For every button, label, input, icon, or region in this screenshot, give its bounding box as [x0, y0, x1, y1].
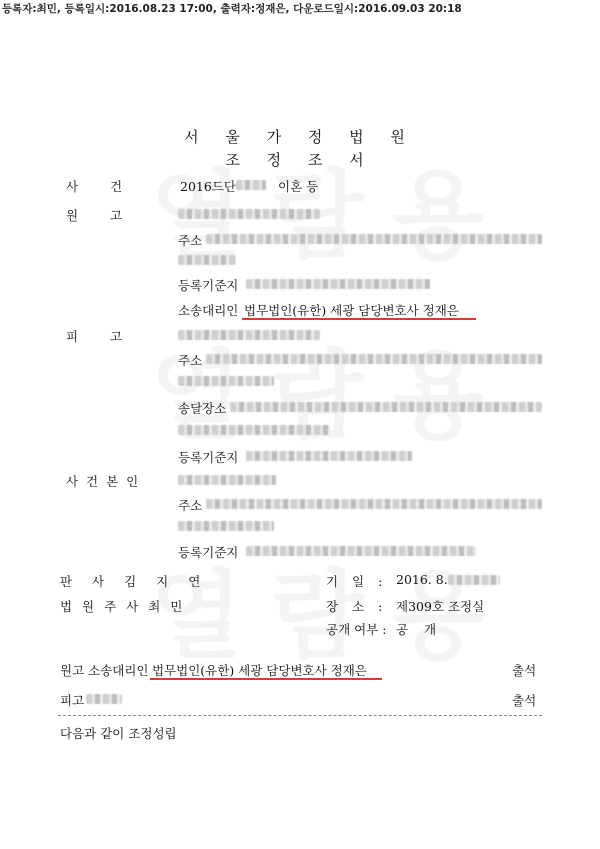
attendance-plaintiff-status: 출석: [512, 663, 537, 678]
defendant-registry-label: 등록기준지: [178, 450, 239, 465]
public-label: 공개 여부 :: [326, 622, 387, 637]
redacted-defendant-registry: [246, 451, 412, 461]
attendance-highlight-underline: [150, 678, 382, 680]
document-title: 조 정 조 서: [225, 151, 375, 169]
watermark-middle: [150, 320, 512, 457]
place-label: 장 소 :: [326, 599, 383, 614]
redacted-defendant-address: [206, 354, 542, 364]
defendant-label: 피 고: [66, 329, 123, 344]
case-label: 사 건: [66, 179, 123, 194]
attendance-defendant-status: 출석: [512, 693, 537, 708]
redacted-plaintiff-name: [178, 209, 320, 219]
attendance-plaintiff-prefix: 원고 소송대리인: [60, 663, 149, 678]
plaintiff-agent-name: 법무법인(유한) 세광 담당변호사 정재은: [244, 303, 459, 318]
redacted-defendant-service: [230, 402, 542, 412]
redacted-date-day: [448, 575, 500, 585]
agent-highlight-underline: [242, 318, 476, 320]
clerk-label: 법 원 주 사 최 민: [60, 599, 186, 614]
document-header-info: 등록자:최민, 등록일시:2016.08.23 17:00, 출력자:정재은, 다운로드일시:2016.09.03 20:18: [2, 3, 462, 15]
attendance-plaintiff-agent: 법무법인(유한) 세광 담당변호사 정재은: [152, 663, 367, 678]
section-divider: [58, 715, 542, 716]
date-value: 2016. 8.: [396, 572, 448, 587]
defendant-service-label: 송달장소: [178, 401, 227, 416]
date-label: 기 일 :: [326, 574, 383, 589]
defendant-address-label: 주소: [178, 353, 203, 368]
redacted-defendant-name: [178, 330, 320, 340]
redacted-plaintiff-registry: [246, 279, 430, 289]
redacted-principal-registry: [246, 546, 476, 556]
redacted-case-number: [236, 180, 266, 190]
redacted-plaintiff-address: [206, 234, 542, 244]
redacted-defendant-service-2: [178, 425, 330, 435]
plaintiff-address-label: 주소: [178, 233, 203, 248]
place-value: 제309호 조정실: [396, 599, 485, 614]
case-number-prefix: 2016드단: [180, 179, 236, 194]
redacted-principal-name: [178, 475, 276, 485]
plaintiff-agent-label: 소송대리인: [178, 303, 239, 318]
attendance-defendant-prefix: 피고: [60, 693, 85, 708]
principal-label: 사 건 본 인: [66, 474, 141, 489]
redacted-principal-address-2: [178, 521, 274, 531]
principal-address-label: 주소: [178, 498, 203, 513]
court-name: 서 울 가 정 법 원: [184, 128, 416, 146]
redacted-plaintiff-address-2: [178, 255, 236, 265]
redacted-principal-address: [206, 499, 542, 509]
redacted-defendant-address-2: [178, 376, 274, 386]
conclusion-text: 다음과 같이 조정성립: [60, 726, 177, 741]
case-name: 이혼 등: [278, 179, 319, 194]
plaintiff-label: 원 고: [66, 208, 123, 223]
redacted-defendant-attendance-name: [86, 694, 122, 704]
public-value: 공 개: [396, 622, 437, 637]
plaintiff-registry-label: 등록기준지: [178, 278, 239, 293]
judge-label: 판 사 김 지 연: [60, 574, 201, 589]
principal-registry-label: 등록기준지: [178, 545, 239, 560]
